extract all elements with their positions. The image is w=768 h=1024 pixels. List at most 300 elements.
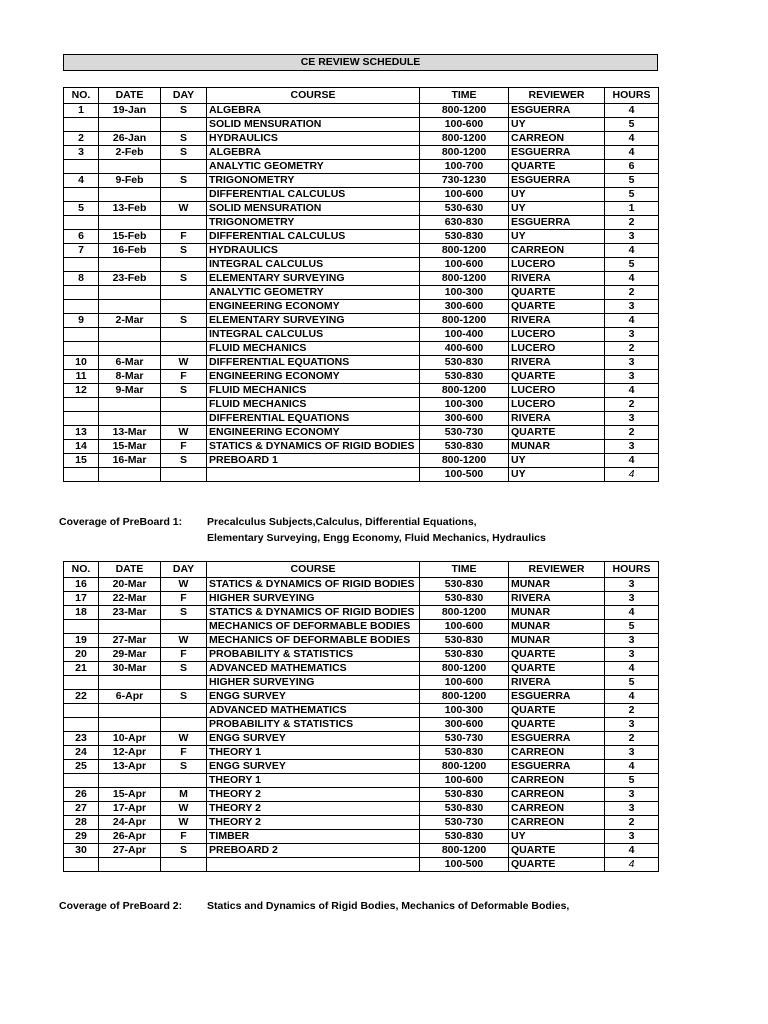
cell-reviewer: CARREON	[509, 746, 605, 760]
cell-reviewer: QUARTE	[509, 300, 605, 314]
cell-date: 6-Mar	[99, 356, 161, 370]
cell-reviewer: QUARTE	[509, 662, 605, 676]
cell-day	[161, 188, 207, 202]
cell-no: 3	[64, 146, 99, 160]
cell-day: S	[161, 272, 207, 286]
cell-course: THEORY 2	[207, 788, 420, 802]
table-header-row	[64, 88, 659, 104]
table-row	[64, 844, 659, 858]
cell-date: 13-Apr	[99, 760, 161, 774]
cell-course: TIMBER	[207, 830, 420, 844]
cell-no	[64, 718, 99, 732]
cell-time: 530-830	[420, 788, 509, 802]
cell-course: ENGINEERING ECONOMY	[207, 426, 420, 440]
cell-day: W	[161, 356, 207, 370]
cell-hours: 5	[605, 118, 659, 132]
cell-date	[99, 286, 161, 300]
cell-day: F	[161, 230, 207, 244]
cell-hours: 3	[605, 830, 659, 844]
cell-hours: 3	[605, 230, 659, 244]
header-course: COURSE	[207, 88, 420, 104]
cell-hours: 5	[605, 188, 659, 202]
cell-reviewer: MUNAR	[509, 620, 605, 634]
cell-date: 24-Apr	[99, 816, 161, 830]
cell-date: 2-Mar	[99, 314, 161, 328]
cell-date: 27-Apr	[99, 844, 161, 858]
cell-course: DIFFERENTIAL CALCULUS	[207, 188, 420, 202]
cell-hours: 3	[605, 648, 659, 662]
cell-time: 530-830	[420, 370, 509, 384]
table-row	[64, 676, 659, 690]
cell-date: 10-Apr	[99, 732, 161, 746]
cell-date	[99, 398, 161, 412]
cell-day	[161, 620, 207, 634]
cell-date	[99, 858, 161, 872]
schedule-table-2	[63, 561, 659, 872]
cell-course: THEORY 2	[207, 816, 420, 830]
cell-course: HIGHER SURVEYING	[207, 676, 420, 690]
cell-no	[64, 676, 99, 690]
cell-hours: 3	[605, 300, 659, 314]
cell-no	[64, 342, 99, 356]
cell-day: S	[161, 662, 207, 676]
cell-no: 20	[64, 648, 99, 662]
cell-no	[64, 328, 99, 342]
table-row	[64, 104, 659, 118]
table-row	[64, 440, 659, 454]
cell-time: 530-830	[420, 230, 509, 244]
cell-hours: 4	[605, 132, 659, 146]
cell-time: 530-830	[420, 830, 509, 844]
cell-hours: 3	[605, 440, 659, 454]
table-row	[64, 774, 659, 788]
cell-date: 15-Mar	[99, 440, 161, 454]
cell-date	[99, 620, 161, 634]
schedule-title: CE REVIEW SCHEDULE	[63, 54, 658, 71]
cell-hours: 2	[605, 704, 659, 718]
header-hours: HOURS	[605, 562, 659, 578]
cell-no	[64, 258, 99, 272]
cell-course: ALGEBRA	[207, 146, 420, 160]
cell-no: 14	[64, 440, 99, 454]
header-no: NO.	[64, 88, 99, 104]
cell-reviewer: ESGUERRA	[509, 146, 605, 160]
cell-course: PROBABILITY & STATISTICS	[207, 648, 420, 662]
cell-day	[161, 774, 207, 788]
cell-date: 23-Mar	[99, 606, 161, 620]
table-row	[64, 272, 659, 286]
header-date: DATE	[99, 562, 161, 578]
cell-hours: 3	[605, 746, 659, 760]
cell-date: 15-Apr	[99, 788, 161, 802]
cell-time: 100-600	[420, 774, 509, 788]
cell-no: 24	[64, 746, 99, 760]
cell-hours: 4	[605, 468, 659, 482]
cell-no	[64, 398, 99, 412]
cell-time: 800-1200	[420, 384, 509, 398]
cell-time: 530-830	[420, 634, 509, 648]
cell-time: 100-300	[420, 704, 509, 718]
cell-date	[99, 468, 161, 482]
table-row	[64, 634, 659, 648]
table-row	[64, 286, 659, 300]
cell-time: 800-1200	[420, 454, 509, 468]
coverage-preboard-2	[59, 898, 569, 914]
cell-no: 1	[64, 104, 99, 118]
cell-course: ADVANCED MATHEMATICS	[207, 662, 420, 676]
cell-day: W	[161, 802, 207, 816]
cell-course: HIGHER SURVEYING	[207, 592, 420, 606]
table-row	[64, 648, 659, 662]
cell-course: THEORY 2	[207, 802, 420, 816]
cell-no: 13	[64, 426, 99, 440]
cell-hours: 5	[605, 174, 659, 188]
cell-hours: 4	[605, 606, 659, 620]
cell-day	[161, 468, 207, 482]
cell-no	[64, 118, 99, 132]
cell-time: 530-830	[420, 578, 509, 592]
cell-reviewer: ESGUERRA	[509, 690, 605, 704]
cell-no: 19	[64, 634, 99, 648]
cell-date: 20-Mar	[99, 578, 161, 592]
cell-hours: 2	[605, 816, 659, 830]
cell-time: 100-600	[420, 620, 509, 634]
table-row	[64, 118, 659, 132]
cell-date: 26-Jan	[99, 132, 161, 146]
cell-reviewer: CARREON	[509, 244, 605, 258]
cell-day: F	[161, 440, 207, 454]
cell-hours: 4	[605, 272, 659, 286]
cell-day	[161, 160, 207, 174]
header-day: DAY	[161, 562, 207, 578]
cell-time: 100-500	[420, 468, 509, 482]
table-row	[64, 384, 659, 398]
table-row	[64, 578, 659, 592]
cell-time: 100-300	[420, 286, 509, 300]
cell-time: 530-830	[420, 802, 509, 816]
cell-date	[99, 118, 161, 132]
cell-course: INTEGRAL CALCULUS	[207, 328, 420, 342]
table-row	[64, 732, 659, 746]
cell-date: 9-Feb	[99, 174, 161, 188]
cell-day: S	[161, 104, 207, 118]
cell-reviewer: ESGUERRA	[509, 760, 605, 774]
cell-date: 2-Feb	[99, 146, 161, 160]
cell-course: HYDRAULICS	[207, 132, 420, 146]
cell-reviewer: QUARTE	[509, 718, 605, 732]
cell-hours: 2	[605, 286, 659, 300]
cell-course: STATICS & DYNAMICS OF RIGID BODIES	[207, 606, 420, 620]
table-row	[64, 258, 659, 272]
cell-reviewer: QUARTE	[509, 858, 605, 872]
cell-reviewer: RIVERA	[509, 272, 605, 286]
table-row	[64, 454, 659, 468]
cell-course: MECHANICS OF DEFORMABLE BODIES	[207, 634, 420, 648]
cell-no: 15	[64, 454, 99, 468]
cell-hours: 3	[605, 578, 659, 592]
header-day: DAY	[161, 88, 207, 104]
cell-time: 100-600	[420, 188, 509, 202]
cell-course: SOLID MENSURATION	[207, 202, 420, 216]
cell-hours: 2	[605, 732, 659, 746]
cell-date: 13-Feb	[99, 202, 161, 216]
cell-course: ENGINEERING ECONOMY	[207, 300, 420, 314]
cell-course: HYDRAULICS	[207, 244, 420, 258]
table-row	[64, 160, 659, 174]
cell-course: ADVANCED MATHEMATICS	[207, 704, 420, 718]
cell-time: 800-1200	[420, 244, 509, 258]
cell-day	[161, 216, 207, 230]
cell-hours: 4	[605, 384, 659, 398]
cell-day: F	[161, 746, 207, 760]
cell-time: 100-400	[420, 328, 509, 342]
cell-day: M	[161, 788, 207, 802]
cell-day: W	[161, 816, 207, 830]
table-row	[64, 718, 659, 732]
cell-time: 800-1200	[420, 272, 509, 286]
cell-time: 530-830	[420, 746, 509, 760]
cell-date	[99, 718, 161, 732]
cell-hours: 2	[605, 398, 659, 412]
cell-no	[64, 160, 99, 174]
cell-no	[64, 216, 99, 230]
cell-hours: 5	[605, 774, 659, 788]
cell-date	[99, 774, 161, 788]
cell-reviewer: CARREON	[509, 788, 605, 802]
table-row	[64, 662, 659, 676]
cell-day	[161, 300, 207, 314]
cell-hours: 5	[605, 258, 659, 272]
coverage-line-2: Elementary Surveying, Engg Economy, Fluid Mechanics, Hydraulics	[207, 532, 546, 544]
cell-hours: 3	[605, 592, 659, 606]
cell-time: 800-1200	[420, 132, 509, 146]
cell-day: S	[161, 690, 207, 704]
table-row	[64, 858, 659, 872]
cell-reviewer: LUCERO	[509, 258, 605, 272]
cell-reviewer: RIVERA	[509, 314, 605, 328]
cell-reviewer: QUARTE	[509, 648, 605, 662]
cell-reviewer: QUARTE	[509, 426, 605, 440]
table-row	[64, 132, 659, 146]
cell-day	[161, 258, 207, 272]
cell-hours: 1	[605, 202, 659, 216]
cell-reviewer: ESGUERRA	[509, 732, 605, 746]
cell-hours: 2	[605, 216, 659, 230]
table-row	[64, 760, 659, 774]
cell-hours: 3	[605, 356, 659, 370]
cell-reviewer: RIVERA	[509, 412, 605, 426]
cell-hours: 2	[605, 426, 659, 440]
cell-day: S	[161, 760, 207, 774]
cell-hours: 3	[605, 412, 659, 426]
cell-date: 17-Apr	[99, 802, 161, 816]
cell-reviewer: MUNAR	[509, 440, 605, 454]
cell-hours: 4	[605, 314, 659, 328]
cell-no: 23	[64, 732, 99, 746]
cell-date: 16-Mar	[99, 454, 161, 468]
cell-time: 800-1200	[420, 606, 509, 620]
cell-time: 530-830	[420, 356, 509, 370]
cell-time: 730-1230	[420, 174, 509, 188]
cell-course: THEORY 1	[207, 746, 420, 760]
table-row	[64, 244, 659, 258]
cell-reviewer: CARREON	[509, 774, 605, 788]
table-row	[64, 188, 659, 202]
cell-reviewer: LUCERO	[509, 342, 605, 356]
cell-day: S	[161, 384, 207, 398]
cell-no	[64, 286, 99, 300]
cell-time: 530-830	[420, 440, 509, 454]
coverage-label: Coverage of PreBoard 1:	[59, 516, 183, 528]
cell-date: 30-Mar	[99, 662, 161, 676]
cell-no: 17	[64, 592, 99, 606]
cell-day	[161, 342, 207, 356]
cell-reviewer: UY	[509, 202, 605, 216]
cell-course: ENGG SURVEY	[207, 760, 420, 774]
cell-reviewer: UY	[509, 188, 605, 202]
cell-date	[99, 676, 161, 690]
cell-day: W	[161, 426, 207, 440]
cell-time: 530-730	[420, 732, 509, 746]
cell-no	[64, 300, 99, 314]
cell-time: 530-830	[420, 648, 509, 662]
table-row	[64, 230, 659, 244]
table-row	[64, 356, 659, 370]
cell-no: 8	[64, 272, 99, 286]
cell-date	[99, 342, 161, 356]
cell-no: 10	[64, 356, 99, 370]
cell-date: 15-Feb	[99, 230, 161, 244]
cell-day: S	[161, 174, 207, 188]
cell-day	[161, 328, 207, 342]
table-row	[64, 328, 659, 342]
table-row	[64, 788, 659, 802]
cell-hours: 2	[605, 342, 659, 356]
header-time: TIME	[420, 562, 509, 578]
cell-day: S	[161, 132, 207, 146]
cell-course: ENGG SURVEY	[207, 732, 420, 746]
cell-hours: 4	[605, 844, 659, 858]
cell-no: 9	[64, 314, 99, 328]
cell-time: 400-600	[420, 342, 509, 356]
cell-date: 22-Mar	[99, 592, 161, 606]
cell-time: 800-1200	[420, 104, 509, 118]
cell-time: 100-600	[420, 118, 509, 132]
coverage-line-1: Statics and Dynamics of Rigid Bodies, Mechanics of Deformable Bodies,	[207, 900, 570, 912]
table-row	[64, 620, 659, 634]
cell-date	[99, 412, 161, 426]
table-row	[64, 146, 659, 160]
cell-course: FLUID MECHANICS	[207, 384, 420, 398]
header-course: COURSE	[207, 562, 420, 578]
cell-hours: 4	[605, 760, 659, 774]
cell-reviewer: UY	[509, 118, 605, 132]
cell-no: 25	[64, 760, 99, 774]
cell-reviewer: MUNAR	[509, 578, 605, 592]
header-reviewer: REVIEWER	[509, 88, 605, 104]
cell-no	[64, 620, 99, 634]
cell-course: ANALYTIC GEOMETRY	[207, 286, 420, 300]
table-row	[64, 370, 659, 384]
cell-no	[64, 704, 99, 718]
table-row	[64, 704, 659, 718]
table-row	[64, 216, 659, 230]
cell-course: DIFFERENTIAL EQUATIONS	[207, 356, 420, 370]
cell-no: 21	[64, 662, 99, 676]
coverage-line-1: Precalculus Subjects,Calculus, Differential Equations,	[207, 516, 477, 528]
cell-reviewer: ESGUERRA	[509, 216, 605, 230]
cell-course: ALGEBRA	[207, 104, 420, 118]
cell-time: 300-600	[420, 412, 509, 426]
cell-time: 100-600	[420, 258, 509, 272]
cell-hours: 4	[605, 454, 659, 468]
header-no: NO.	[64, 562, 99, 578]
cell-course	[207, 858, 420, 872]
cell-no	[64, 412, 99, 426]
cell-no: 12	[64, 384, 99, 398]
cell-day: F	[161, 830, 207, 844]
cell-reviewer: CARREON	[509, 816, 605, 830]
table-row	[64, 202, 659, 216]
cell-time: 800-1200	[420, 662, 509, 676]
cell-time: 800-1200	[420, 146, 509, 160]
cell-reviewer: MUNAR	[509, 606, 605, 620]
cell-reviewer: UY	[509, 830, 605, 844]
cell-hours: 3	[605, 370, 659, 384]
cell-hours: 6	[605, 160, 659, 174]
table-row	[64, 690, 659, 704]
cell-no: 16	[64, 578, 99, 592]
cell-hours: 4	[605, 104, 659, 118]
cell-reviewer: QUARTE	[509, 704, 605, 718]
cell-hours: 3	[605, 718, 659, 732]
coverage-preboard-1	[59, 514, 546, 546]
cell-date: 12-Apr	[99, 746, 161, 760]
cell-day	[161, 718, 207, 732]
cell-reviewer: CARREON	[509, 132, 605, 146]
cell-time: 530-630	[420, 202, 509, 216]
coverage-text	[207, 514, 546, 546]
cell-reviewer: UY	[509, 468, 605, 482]
cell-time: 800-1200	[420, 844, 509, 858]
table-header-row	[64, 562, 659, 578]
cell-course: PREBOARD 2	[207, 844, 420, 858]
cell-date: 23-Feb	[99, 272, 161, 286]
cell-course: STATICS & DYNAMICS OF RIGID BODIES	[207, 578, 420, 592]
cell-date	[99, 300, 161, 314]
cell-date: 9-Mar	[99, 384, 161, 398]
cell-day: F	[161, 648, 207, 662]
header-reviewer: REVIEWER	[509, 562, 605, 578]
cell-course: TRIGONOMETRY	[207, 216, 420, 230]
cell-no: 29	[64, 830, 99, 844]
cell-time: 530-730	[420, 426, 509, 440]
cell-no: 27	[64, 802, 99, 816]
cell-day	[161, 118, 207, 132]
cell-reviewer: ESGUERRA	[509, 174, 605, 188]
cell-no: 11	[64, 370, 99, 384]
cell-reviewer: QUARTE	[509, 370, 605, 384]
cell-day	[161, 858, 207, 872]
cell-course: PREBOARD 1	[207, 454, 420, 468]
schedule-table-1	[63, 87, 659, 482]
cell-reviewer: RIVERA	[509, 356, 605, 370]
cell-day: S	[161, 244, 207, 258]
cell-reviewer: LUCERO	[509, 384, 605, 398]
cell-day: F	[161, 592, 207, 606]
cell-time: 800-1200	[420, 314, 509, 328]
cell-reviewer: UY	[509, 454, 605, 468]
